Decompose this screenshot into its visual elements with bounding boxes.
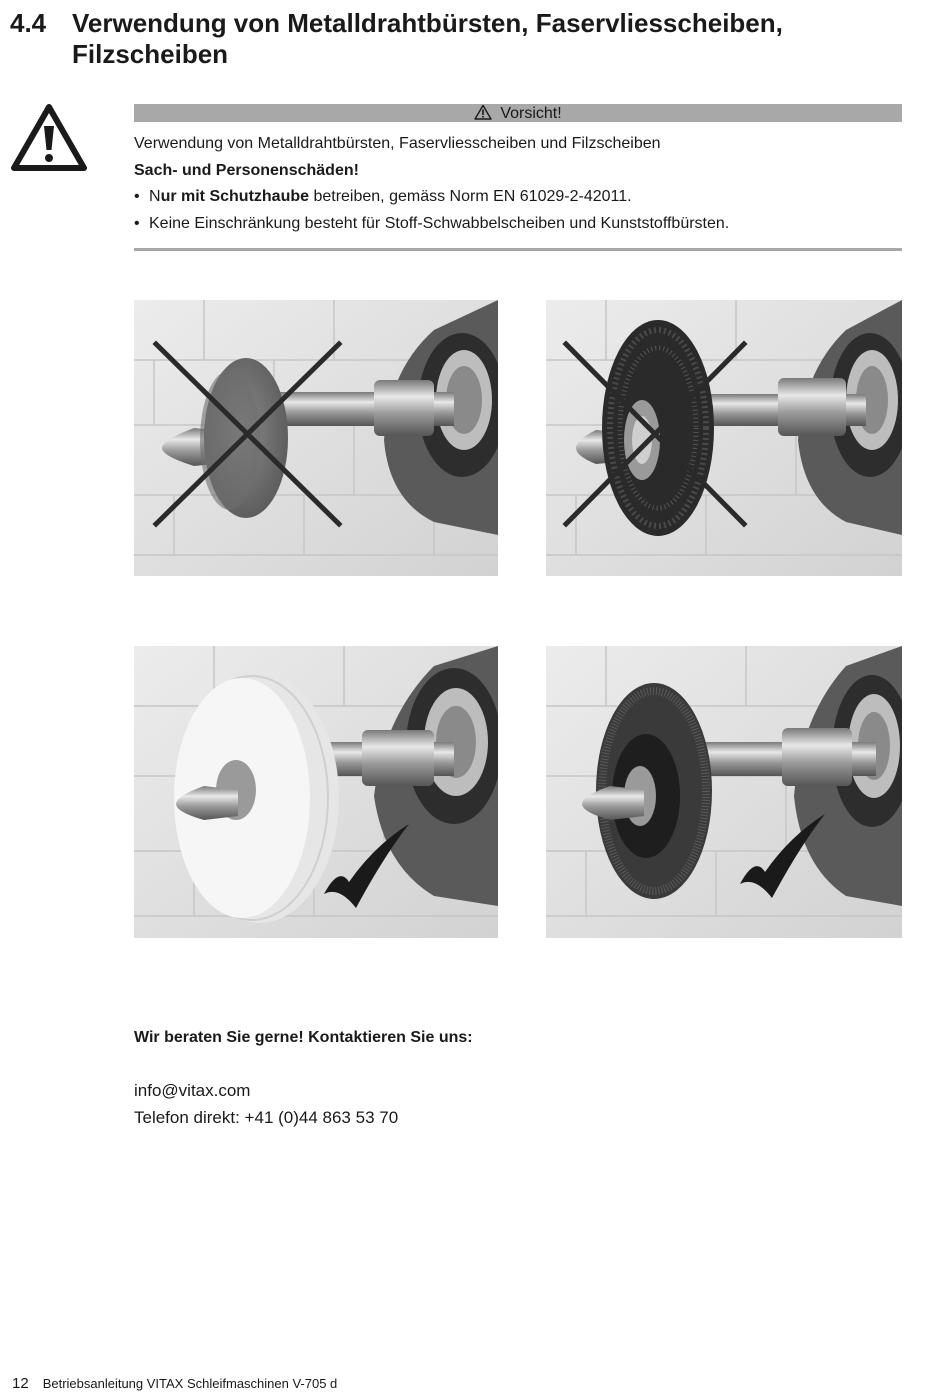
page-footer (12, 1375, 337, 1393)
contact-heading: Wir beraten Sie gerne! Kontaktieren Sie uns: (134, 1029, 473, 1046)
bullet-text-end: betreiben, gemäss Norm EN 61029-2-42011. (309, 188, 632, 205)
caution-end-rule (134, 248, 902, 251)
section-title-line-2: Filzscheiben (72, 39, 229, 69)
photo-felt-disc-prohibited (134, 300, 498, 576)
section-number: 4.4 (10, 8, 47, 38)
bullet-marker: • (134, 188, 140, 205)
section-title (72, 8, 922, 70)
contact-phone: Telefon direkt: +41 (0)44 863 53 70 (134, 1108, 399, 1127)
photo-plastic-brush-permitted (546, 646, 902, 938)
bullet-text (149, 187, 632, 207)
hazard-statement: Sach- und Personenschäden! (134, 162, 359, 179)
caution-bar (134, 104, 902, 122)
photo-wire-brush-prohibited (546, 300, 902, 576)
caution-intro: Verwendung von Metalldrahtbürsten, Faservliesscheiben und Filzscheiben (134, 135, 661, 152)
section-title-line-1: Verwendung von Metalldrahtbürsten, Faservliesscheiben, (72, 8, 783, 38)
caution-label: Vorsicht! (500, 105, 562, 122)
page-number: 12 (12, 1375, 29, 1392)
bullet-text-start: N (149, 188, 161, 205)
bullet-text-emphasis: ur mit Schutzhaube (160, 188, 310, 205)
bullet-text: Keine Einschränkung besteht für Stoff-Schwabbelscheiben und Kunststoffbürsten. (149, 215, 730, 232)
warning-triangle-icon (474, 104, 492, 120)
bullet-marker: • (134, 215, 140, 232)
photo-cloth-buffing-wheel-permitted (134, 646, 498, 938)
warning-triangle-icon (10, 102, 88, 172)
contact-email[interactable]: info@vitax.com (134, 1081, 251, 1100)
document-title: Betriebsanleitung VITAX Schleifmaschinen V-705 d (42, 1376, 338, 1391)
